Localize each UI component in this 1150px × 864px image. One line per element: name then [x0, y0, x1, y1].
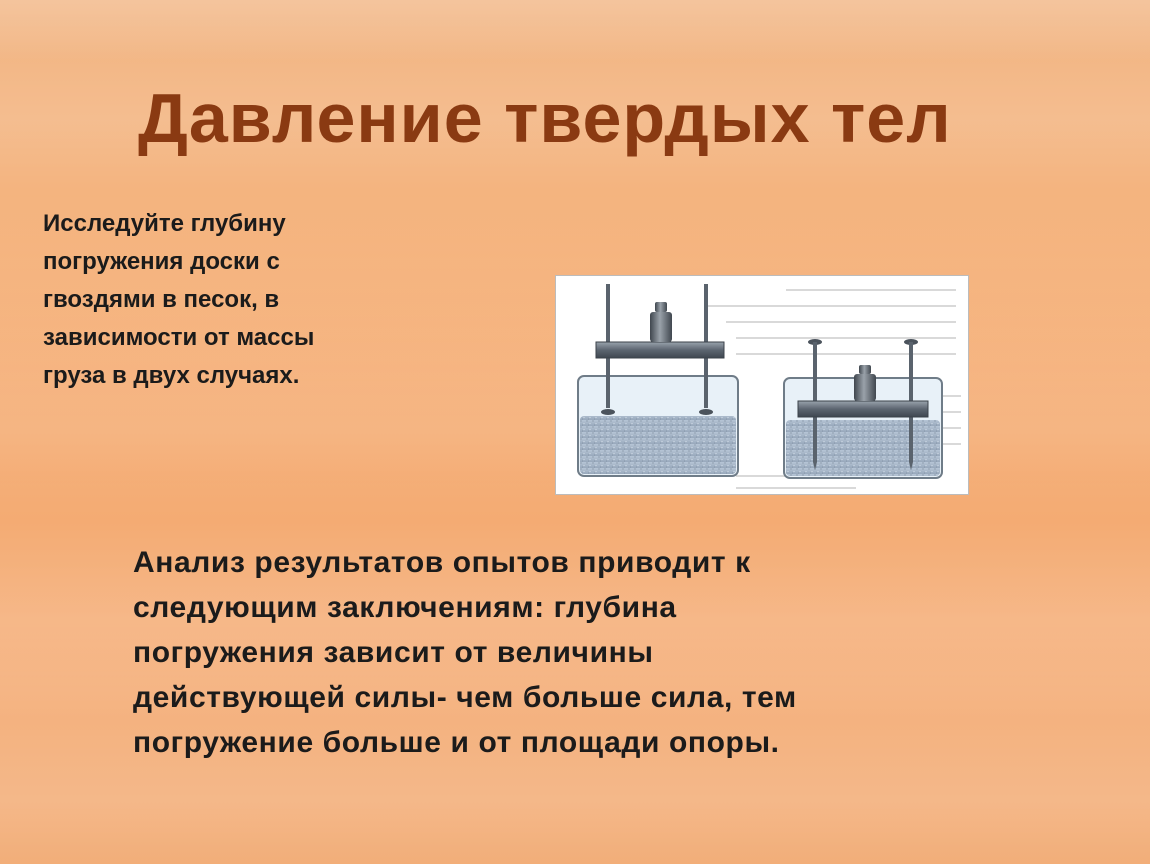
conclusion-line: погружения зависит от величины	[133, 636, 654, 669]
experiment-figure	[555, 275, 969, 495]
conclusion-line: следующим заключениям: глубина	[133, 591, 677, 624]
intro-line: зависимости от массы	[43, 324, 315, 351]
intro-line: Исследуйте глубину	[43, 210, 286, 237]
intro-line: погружения доски с	[43, 248, 280, 275]
intro-line: гвоздями в песок, в	[43, 286, 280, 313]
conclusion-line: действующей силы- чем больше сила, тем	[133, 681, 797, 714]
intro-text	[43, 205, 423, 395]
sand-nail-board-experiment-illustration	[556, 276, 968, 494]
slide-title: Давление твердых тел	[138, 79, 952, 157]
intro-line: груза в двух случаях.	[43, 362, 300, 389]
conclusion-text	[133, 540, 993, 765]
conclusion-line: погружение больше и от площади опоры.	[133, 726, 780, 759]
conclusion-line: Анализ результатов опытов приводит к	[133, 546, 751, 579]
